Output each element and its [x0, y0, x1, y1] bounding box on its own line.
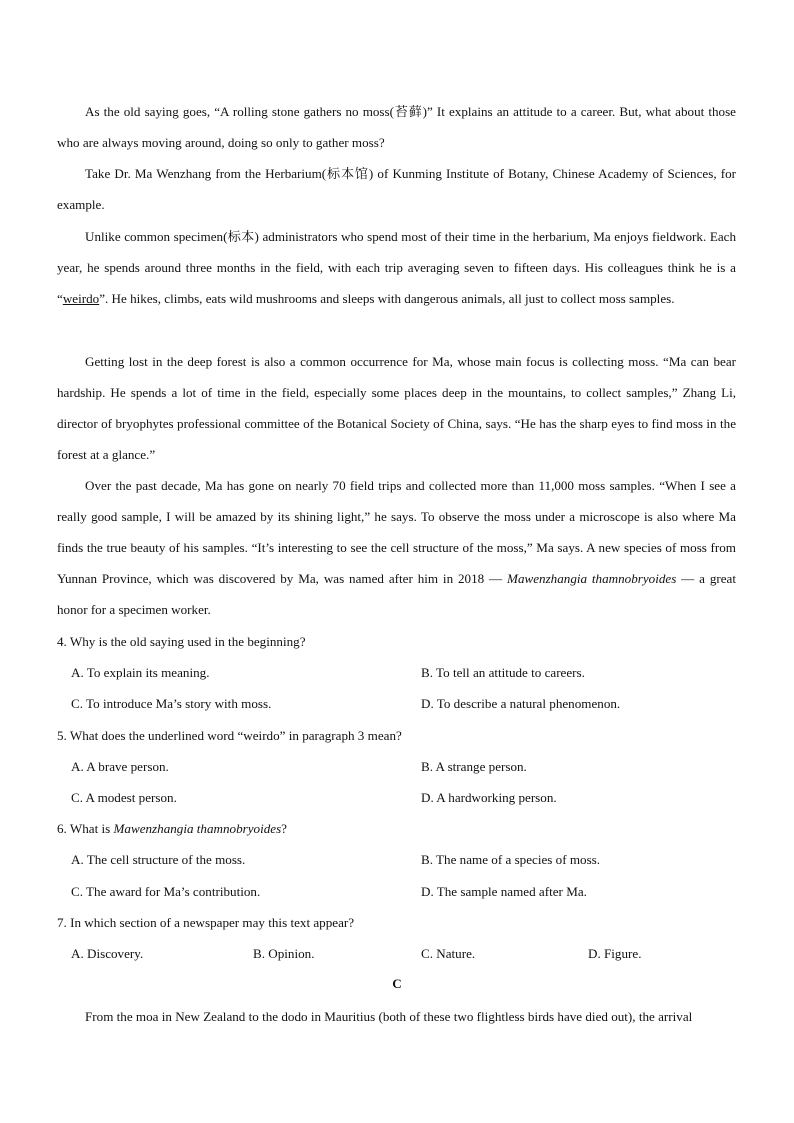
- paragraph-5-text-after: — a great honor for a specimen worker.: [57, 571, 736, 618]
- question-5-option-d[interactable]: D. A hardworking person.: [421, 790, 557, 805]
- question-6-option-c[interactable]: C. The award for Ma’s contribution.: [71, 884, 261, 899]
- question-6-stem-after: ?: [281, 821, 287, 836]
- question-6-stem: [57, 819, 287, 839]
- section-c-first-line: From the moa in New Zealand to the dodo in Mauritius (both of these two flightless birds have died out), the arrival: [85, 1009, 693, 1024]
- question-6-stem-before: 6. What is: [57, 821, 114, 836]
- paragraph-3-text-before: Unlike common specimen(标本) administrators who spend most of their time in the herbarium, Ma enjoys fieldwork. Each year, he spends around three months in the field, with each trip averaging seven to fifteen days. His colleagues think he is a “: [57, 229, 736, 307]
- question-7-option-d[interactable]: D. Figure.: [588, 946, 642, 961]
- question-4-option-a[interactable]: A. To explain its meaning.: [71, 665, 210, 680]
- species-name-italic: Mawenzhangia thamnobryoides: [507, 571, 677, 587]
- question-6-option-d[interactable]: D. The sample named after Ma.: [421, 884, 587, 899]
- paragraph-3-text-after: ”. He hikes, climbs, eats wild mushrooms and sleeps with dangerous animals, all just to collect moss samples.: [99, 291, 675, 307]
- underlined-word-weirdo: weirdo: [62, 291, 100, 307]
- passage-paragraph-2: Take Dr. Ma Wenzhang from the Herbarium(标本馆) of Kunming Institute of Botany, Chinese Academy of Sciences, for example.: [57, 166, 736, 213]
- question-4-option-d[interactable]: D. To describe a natural phenomenon.: [421, 696, 621, 711]
- question-4-stem: 4. Why is the old saying used in the beginning?: [57, 634, 306, 649]
- question-6-option-b[interactable]: B. The name of a species of moss.: [421, 852, 601, 867]
- passage-paragraph-4: Getting lost in the deep forest is also a common occurrence for Ma, whose main focus is collecting moss. “Ma can bear hardship. He spends a lot of time in the field, especially some places deep in the mountains, to collect samples,” Zhang Li, director of bryophytes professional committee of the Botanical Society of China, says. “He has the sharp eyes to find moss in the forest at a glance.”: [57, 354, 736, 463]
- question-5-option-c[interactable]: C. A modest person.: [71, 790, 177, 805]
- passage-paragraph-5: [57, 470, 736, 625]
- question-5-option-a[interactable]: A. A brave person.: [71, 759, 169, 774]
- question-5-option-b[interactable]: B. A strange person.: [421, 759, 527, 774]
- question-7-stem: 7. In which section of a newspaper may this text appear?: [57, 915, 355, 930]
- passage-paragraph-1: As the old saying goes, “A rolling stone gathers no moss(苔藓)” It explains an attitude to a career. But, what about those who are always moving around, doing so only to gather moss?: [57, 104, 736, 151]
- question-6-option-a[interactable]: A. The cell structure of the moss.: [71, 852, 246, 867]
- passage-paragraph-3: [57, 221, 736, 314]
- question-4-option-b[interactable]: B. To tell an attitude to careers.: [421, 665, 585, 680]
- paragraph-5-text-before: Over the past decade, Ma has gone on nearly 70 field trips and collected more than 11,000 moss samples. “When I see a really good sample, I will be amazed by its shining light,” he says. To observe the moss under a microscope is also where Ma finds the true beauty of his samples. “It’s interesting to see the cell structure of the moss,” Ma says. A new species of moss from Yunnan Province, which was discovered by Ma, was named after him in 2018 —: [57, 478, 736, 587]
- question-5-stem: 5. What does the underlined word “weirdo” in paragraph 3 mean?: [57, 728, 402, 743]
- question-7-option-b[interactable]: B. Opinion.: [253, 946, 315, 961]
- question-7-option-a[interactable]: A. Discovery.: [71, 946, 144, 961]
- question-4-option-c[interactable]: C. To introduce Ma’s story with moss.: [71, 696, 272, 711]
- question-6-species-italic: Mawenzhangia thamnobryoides: [113, 821, 282, 836]
- question-7-option-c[interactable]: C. Nature.: [421, 946, 476, 961]
- section-c-title: C: [392, 976, 402, 991]
